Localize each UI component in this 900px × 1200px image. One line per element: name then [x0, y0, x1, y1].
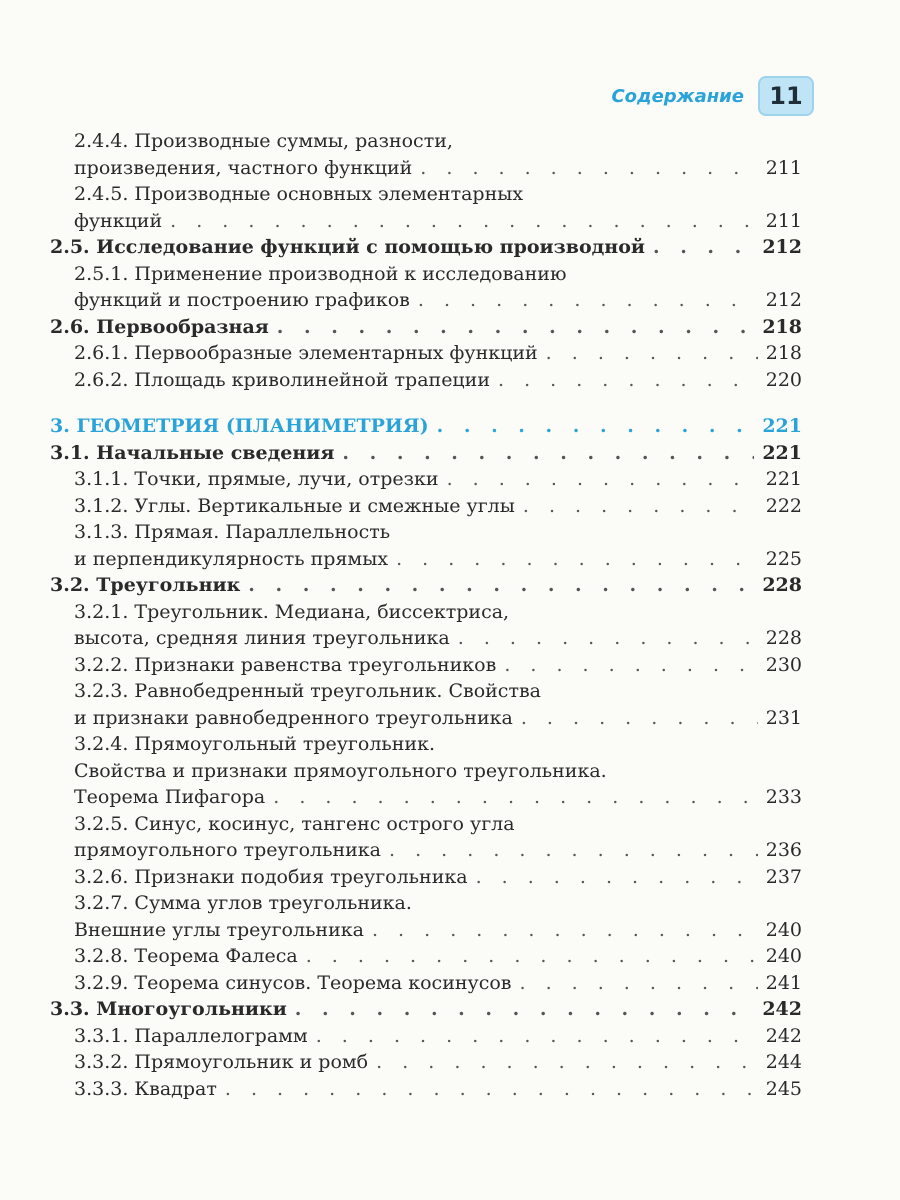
toc-page-number: 212	[762, 236, 802, 258]
toc-entry-text-line: 2.4.5. Производные основных элементарных	[74, 183, 524, 205]
toc-subsection	[50, 864, 802, 891]
page-header	[611, 76, 814, 116]
dot-leader	[295, 996, 755, 1023]
toc-subsection	[50, 678, 802, 731]
dot-leader	[389, 837, 758, 864]
dot-leader	[504, 652, 757, 679]
toc-entry-line	[50, 287, 802, 314]
toc-entry-line	[50, 413, 802, 440]
dot-leader	[521, 705, 758, 732]
toc-entry-line	[50, 340, 802, 367]
toc-entry-line	[50, 440, 802, 467]
toc-entry-title: 3.3.3. Квадрат	[74, 1077, 217, 1100]
toc-subsection	[50, 519, 802, 572]
toc-page-number: 240	[765, 918, 802, 941]
toc-entry-text-line: 3.1.3. Прямая. Параллельность	[74, 521, 391, 543]
toc-section	[50, 234, 802, 261]
toc-page-number: 222	[765, 494, 802, 517]
toc-page-number: 220	[765, 368, 802, 391]
toc-section	[50, 440, 802, 467]
dot-leader	[306, 943, 758, 970]
toc-entry-line	[50, 1023, 802, 1050]
toc-entry-text-line: 3.2.1. Треугольник. Медиана, биссектриса,	[74, 600, 510, 623]
toc-subsection	[50, 943, 802, 970]
toc-entry-line	[50, 1076, 802, 1103]
toc-subsection	[50, 890, 802, 943]
toc-page-number: 225	[765, 547, 802, 570]
toc-entry-text-line: 3.2.5. Синус, косинус, тангенс острого угла	[74, 812, 515, 835]
toc-entry-title: 3. ГЕОМЕТРИЯ (ПЛАНИМЕТРИЯ)	[50, 415, 429, 437]
dot-leader	[420, 155, 757, 182]
toc-entry-line	[50, 234, 802, 261]
toc-chapter	[50, 413, 802, 440]
dot-leader	[277, 314, 755, 341]
toc-entry-line	[50, 784, 802, 811]
dot-leader	[225, 1076, 758, 1103]
dot-leader	[519, 970, 757, 997]
toc-page-number: 237	[765, 865, 802, 888]
toc-entry-line	[50, 572, 802, 599]
toc-subsection	[50, 466, 802, 493]
toc-page-number: 245	[765, 1077, 802, 1100]
toc-entry-line	[50, 546, 802, 573]
toc-entry-title: 3.2.2. Признаки равенства треугольников	[74, 653, 497, 676]
toc-subsection	[50, 181, 802, 234]
toc-entry-title: функций	[74, 209, 163, 232]
toc-page-number: 228	[765, 627, 802, 649]
header-title: Содержание	[611, 85, 744, 107]
toc-subsection	[50, 1049, 802, 1076]
toc-subsection	[50, 1076, 802, 1103]
toc-entry-title: 3.3. Многоугольники	[50, 998, 287, 1020]
dot-leader	[458, 625, 758, 652]
toc-entry-title: 3.2.9. Теорема синусов. Теорема косинусов	[74, 971, 512, 994]
toc-entry-line	[50, 943, 802, 970]
toc-entry-line	[50, 837, 802, 864]
toc-entry-title: прямоугольного треугольника	[74, 839, 381, 861]
toc-page-number: 218	[765, 342, 802, 364]
toc-entry-title: 2.5. Исследование функций с помощью производной	[50, 236, 645, 258]
dot-leader	[342, 440, 754, 467]
dot-leader	[546, 340, 758, 367]
toc-entry-text-line: Свойства и признаки прямоугольного треугольника.	[74, 759, 607, 782]
toc-subsection	[50, 340, 802, 367]
toc-page-number: 212	[765, 289, 802, 311]
toc-page-number: 240	[765, 945, 802, 967]
dot-leader	[498, 367, 758, 394]
dot-leader	[248, 572, 754, 599]
toc-entry-line	[50, 917, 802, 944]
dot-leader	[476, 864, 758, 891]
toc-entry-line	[50, 705, 802, 732]
dot-leader	[273, 784, 758, 811]
toc-page-number: 242	[765, 1024, 802, 1047]
toc-page-number: 228	[762, 574, 802, 596]
dot-leader	[316, 1023, 758, 1050]
page-number-badge: 11	[758, 76, 814, 116]
toc-page-number: 221	[765, 468, 802, 490]
toc-page-number: 211	[765, 156, 802, 179]
dot-leader	[418, 287, 758, 314]
toc-section	[50, 572, 802, 599]
toc-entry-line	[50, 996, 802, 1023]
toc-entry-title: 2.6. Первообразная	[50, 315, 269, 338]
toc-entry-title: 3.1.1. Точки, прямые, лучи, отрезки	[74, 468, 439, 490]
toc-page-number: 244	[765, 1051, 802, 1073]
toc-entry-title: и перпендикулярность прямых	[74, 547, 389, 570]
toc-subsection	[50, 731, 802, 811]
toc-entry-title: высота, средняя линия треугольника	[74, 627, 450, 649]
toc-entry-line	[50, 625, 802, 652]
toc-subsection	[50, 367, 802, 394]
toc-entry-title: 2.6.1. Первообразные элементарных функций	[74, 342, 538, 364]
toc-page-number: 218	[762, 315, 802, 338]
toc-section	[50, 996, 802, 1023]
toc-entry-line	[50, 367, 802, 394]
toc-entry-line	[50, 652, 802, 679]
dot-leader	[437, 413, 755, 440]
toc-entry-title: 3.2.6. Признаки подобия треугольника	[74, 865, 468, 888]
toc-entry-text-line: 3.2.4. Прямоугольный треугольник.	[74, 733, 435, 755]
toc-page-number: 231	[765, 706, 802, 729]
dot-leader	[396, 546, 758, 573]
toc-entry-line	[50, 155, 802, 182]
toc-entry-title: 3.2.8. Теорема Фалеса	[74, 945, 298, 967]
toc-subsection	[50, 261, 802, 314]
dot-leader	[372, 917, 758, 944]
toc-subsection	[50, 811, 802, 864]
toc-entry-title: 3.3.1. Параллелограмм	[74, 1024, 308, 1047]
toc-subsection	[50, 493, 802, 520]
toc-page-number: 233	[765, 786, 802, 808]
toc-entry-title: 3.1. Начальные сведения	[50, 441, 335, 464]
toc-page-number: 236	[765, 839, 802, 861]
toc-page-number: 241	[765, 971, 802, 994]
toc-entry-title: 2.6.2. Площадь криволинейной трапеции	[74, 368, 490, 391]
dot-leader	[376, 1049, 758, 1076]
toc-entry-title: 3.1.2. Углы. Вертикальные и смежные углы	[74, 494, 515, 517]
toc-entry-title: Теорема Пифагора	[74, 786, 266, 808]
toc-page-number: 221	[762, 441, 802, 464]
toc-entry-line	[50, 1049, 802, 1076]
toc-subsection	[50, 652, 802, 679]
toc-entry-text-line: 2.4.4. Производные суммы, разности,	[74, 130, 453, 152]
dot-leader	[653, 234, 754, 261]
toc-entry-text-line: 2.5.1. Применение производной к исследованию	[74, 262, 567, 285]
toc-entry-text-line: 3.2.7. Сумма углов треугольника.	[74, 892, 412, 914]
dot-leader	[170, 208, 758, 235]
toc-subsection	[50, 970, 802, 997]
toc-page-number: 211	[765, 209, 802, 232]
toc-entry-title: 3.3.2. Прямоугольник и ромб	[74, 1051, 369, 1073]
toc-page-number: 242	[762, 998, 802, 1020]
table-of-contents	[50, 128, 802, 1102]
toc-subsection	[50, 128, 802, 181]
toc-entry-title: 3.2. Треугольник	[50, 574, 241, 596]
toc-entry-text-line: 3.2.3. Равнобедренный треугольник. Свойства	[74, 680, 541, 702]
toc-page-number: 230	[765, 653, 802, 676]
toc-entry-line	[50, 314, 802, 341]
toc-entry-line	[50, 864, 802, 891]
toc-subsection	[50, 599, 802, 652]
toc-subsection	[50, 1023, 802, 1050]
toc-entry-line	[50, 970, 802, 997]
toc-section	[50, 314, 802, 341]
toc-entry-line	[50, 466, 802, 493]
toc-page-number: 221	[762, 415, 802, 437]
toc-entry-title: Внешние углы треугольника	[74, 918, 364, 941]
dot-leader	[523, 493, 758, 520]
toc-entry-line	[50, 493, 802, 520]
dot-leader	[447, 466, 758, 493]
toc-entry-title: функций и построению графиков	[74, 289, 410, 311]
toc-entry-title: произведения, частного функций	[74, 156, 413, 179]
toc-entry-line	[50, 208, 802, 235]
toc-entry-title: и признаки равнобедренного треугольника	[74, 706, 513, 729]
